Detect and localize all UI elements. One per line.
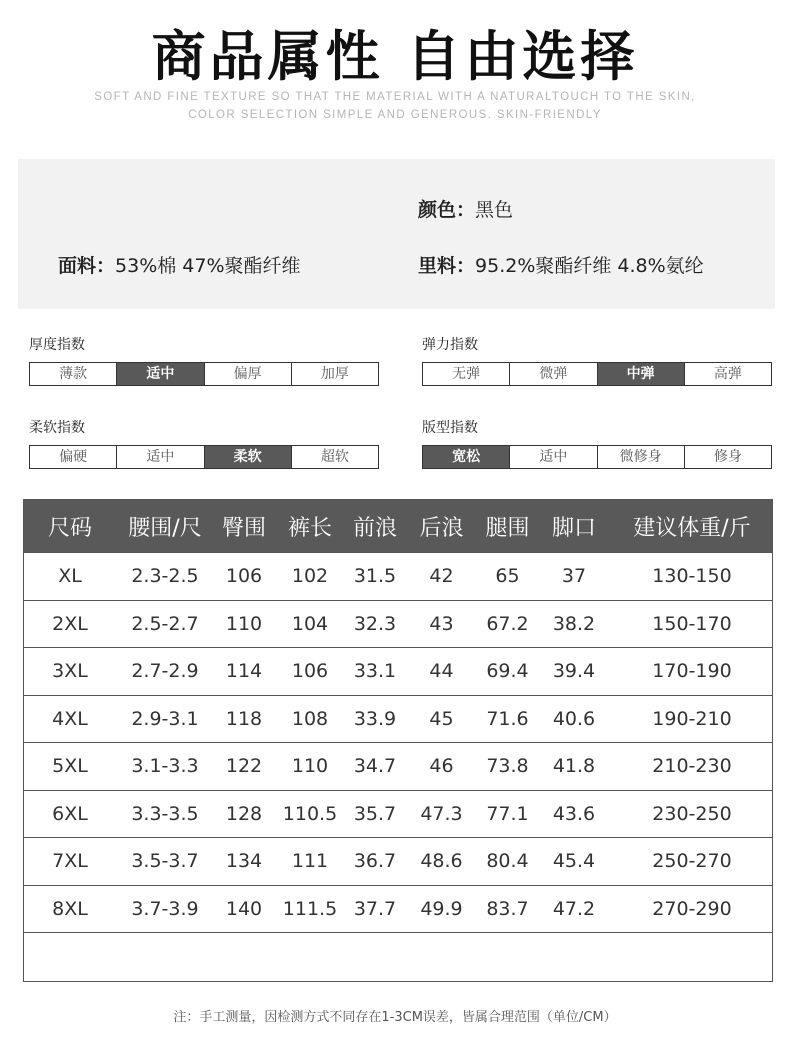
table-cell: 65 (495, 565, 520, 588)
table-cell: 47.3 (420, 802, 463, 825)
elasticity-option: 中弹 (597, 363, 684, 385)
size-table-body (24, 552, 772, 932)
table-cell: 3XL (52, 660, 88, 683)
color-label: 颜色： (418, 199, 476, 221)
table-cell: 134 (225, 850, 263, 873)
size-table-header (24, 500, 772, 552)
table-cell: 2.5-2.7 (131, 612, 199, 635)
table-cell: 110 (225, 612, 263, 635)
table-cell: 44 (429, 660, 454, 683)
softness-option: 柔软 (204, 446, 291, 468)
table-cell: 33.9 (353, 707, 397, 730)
table-cell: 140 (225, 897, 263, 920)
table-cell: 45 (429, 707, 454, 730)
softness-option: 偏硬 (59, 449, 88, 465)
thickness-index (29, 334, 379, 386)
header-cell: 建议体重/斤 (633, 515, 751, 541)
table-cell: 250-270 (652, 850, 732, 873)
table-cell: 47.2 (552, 897, 596, 920)
table-cell: 2.3-2.5 (131, 565, 199, 588)
elasticity-option: 高弹 (684, 363, 771, 385)
thickness-index-label: 厚度指数 (29, 337, 85, 353)
table-row (24, 837, 772, 885)
header-cell: 脚口 (551, 515, 596, 541)
table-cell: 128 (225, 802, 263, 825)
fabric-value: 53%棉 47%聚酯纤维 (115, 255, 301, 277)
table-cell: 2.9-3.1 (131, 707, 199, 730)
table-cell: 3.1-3.3 (131, 755, 199, 778)
table-cell: 83.7 (486, 897, 529, 920)
table-row (24, 742, 772, 790)
fit-option: 修身 (684, 446, 771, 468)
softness-index-options (29, 445, 379, 469)
table-cell: 190-210 (652, 707, 732, 730)
table-cell: 110.5 (282, 802, 338, 825)
subtitle-line-1: SOFT AND FINE TEXTURE SO THAT THE MATERIAL WITH A NATURALTOUCH TO THE SKIN, (94, 91, 696, 103)
table-cell: 3.3-3.5 (131, 802, 199, 825)
table-cell: 122 (225, 755, 263, 778)
table-cell: 106 (225, 565, 263, 588)
table-cell: 40.6 (552, 707, 596, 730)
size-table (23, 499, 773, 982)
color-value: 黑色 (475, 199, 514, 221)
table-cell: 8XL (52, 897, 88, 920)
table-cell: 43.6 (552, 802, 596, 825)
softness-option: 超软 (291, 446, 378, 468)
table-cell: 77.1 (486, 802, 529, 825)
table-cell: 37.7 (353, 897, 397, 920)
table-cell: 210-230 (652, 755, 732, 778)
header-cell: 腰围/尺 (128, 515, 202, 541)
table-cell: 46 (429, 755, 454, 778)
table-cell: 106 (291, 660, 329, 683)
table-row (24, 790, 772, 838)
table-cell: 39.4 (552, 660, 596, 683)
table-cell: 34.7 (353, 755, 397, 778)
elasticity-index-options (422, 362, 772, 386)
table-cell: 6XL (52, 802, 88, 825)
fit-option: 适中 (509, 446, 596, 468)
table-cell: 111.5 (282, 897, 338, 920)
table-cell: 45.4 (552, 850, 596, 873)
table-cell: 3.7-3.9 (131, 897, 199, 920)
elasticity-index (422, 334, 772, 386)
fit-option: 微修身 (597, 446, 684, 468)
table-cell: 118 (225, 707, 263, 730)
lining-value: 95.2%聚酯纤维 4.8%氨纶 (475, 255, 704, 277)
elasticity-option: 无弹 (452, 366, 481, 382)
softness-index (29, 417, 379, 469)
table-cell: 102 (291, 565, 329, 588)
softness-index-label: 柔软指数 (29, 420, 85, 436)
table-cell: 67.2 (486, 612, 529, 635)
table-cell: 230-250 (652, 802, 732, 825)
thickness-option: 适中 (116, 363, 203, 385)
thickness-index-options (29, 362, 379, 386)
table-cell: 130-150 (652, 565, 732, 588)
table-cell: 150-170 (652, 612, 732, 635)
table-cell: 170-190 (652, 660, 732, 683)
table-cell: 42 (429, 565, 454, 588)
table-cell: 270-290 (652, 897, 732, 920)
table-cell: 2.7-2.9 (131, 660, 199, 683)
header-cell: 腿围 (485, 515, 530, 541)
table-cell: 104 (291, 612, 329, 635)
fit-option: 宽松 (423, 446, 509, 468)
table-cell: 36.7 (353, 850, 397, 873)
table-cell: 80.4 (486, 850, 529, 873)
header-cell: 臀围 (221, 515, 266, 541)
table-cell: 35.7 (353, 802, 397, 825)
table-row (24, 600, 772, 648)
header-cell: 裤长 (287, 515, 332, 541)
elasticity-option: 微弹 (509, 363, 596, 385)
header-cell: 尺码 (47, 515, 92, 541)
thickness-option: 偏厚 (204, 363, 291, 385)
thickness-option: 加厚 (291, 363, 378, 385)
fit-index (422, 417, 772, 469)
table-cell: 49.9 (420, 897, 463, 920)
softness-option: 适中 (116, 446, 203, 468)
table-cell: 38.2 (552, 612, 596, 635)
table-cell: 32.3 (353, 612, 397, 635)
fabric-label: 面料： (58, 255, 116, 277)
table-cell: 41.8 (552, 755, 596, 778)
fit-index-label: 版型指数 (422, 420, 478, 436)
table-row (24, 647, 772, 695)
material-info-panel (18, 159, 775, 309)
table-cell: 37 (561, 565, 587, 588)
table-cell: 5XL (52, 755, 88, 778)
table-cell: 33.1 (353, 660, 397, 683)
table-cell: 69.4 (486, 660, 529, 683)
table-cell: 2XL (52, 612, 88, 635)
table-row-empty (24, 932, 772, 983)
table-cell: 114 (225, 660, 263, 683)
table-cell: 31.5 (353, 565, 397, 588)
table-cell: 48.6 (420, 850, 463, 873)
thickness-option: 薄款 (59, 366, 88, 382)
table-cell: 71.6 (486, 707, 529, 730)
header-cell: 后浪 (419, 515, 464, 541)
table-cell: 43 (429, 612, 454, 635)
table-cell: 4XL (52, 707, 88, 730)
table-cell: 108 (291, 707, 329, 730)
table-cell: 73.8 (486, 755, 529, 778)
page-subtitle (0, 88, 790, 124)
subtitle-line-2: COLOR SELECTION SIMPLE AND GENEROUS. SKIN-FRIENDLY (188, 109, 602, 121)
measurement-note: 注：手工测量，因检测方式不同存在1-3CM误差，皆属合理范围（单位/CM） (173, 1010, 617, 1025)
table-row (24, 885, 772, 933)
elasticity-index-label: 弹力指数 (422, 337, 478, 353)
table-row (24, 695, 772, 743)
lining-row (418, 251, 704, 278)
table-cell: 111 (291, 850, 329, 873)
table-cell: 110 (291, 755, 329, 778)
color-row (418, 195, 513, 222)
fit-index-options (422, 445, 772, 469)
table-row (24, 552, 772, 600)
table-cell: XL (58, 565, 82, 588)
table-cell: 3.5-3.7 (131, 850, 199, 873)
lining-label: 里料： (418, 255, 476, 277)
header-cell: 前浪 (352, 515, 397, 541)
page-title: 商品属性 自由选择 (151, 25, 639, 88)
table-cell: 7XL (52, 850, 88, 873)
fabric-row (58, 251, 301, 278)
